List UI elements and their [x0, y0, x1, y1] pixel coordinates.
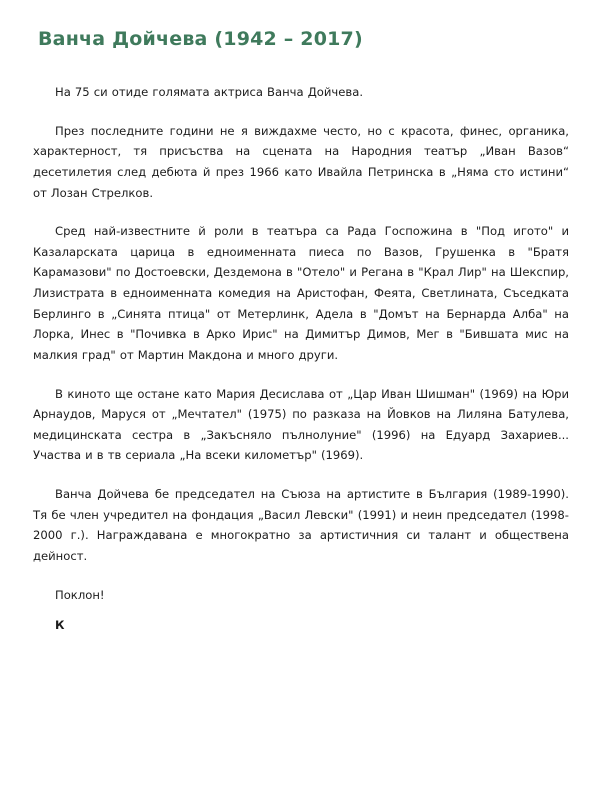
article-body — [33, 82, 569, 635]
closing-line: Поклон! — [55, 587, 105, 602]
paragraph: На 75 си отиде голямата актриса Ванча Дойчева. — [55, 85, 364, 99]
page-title: Ванча Дойчева (1942 – 2017) — [38, 27, 363, 50]
paragraph: През последните години не я виждахме често, но с красота, финес, органика, характерност, тя присъства на сцената на Народния театър „Иван Вазов“ десетилетия след дебюта й през 1966 като Ивайла Петринска в „Няма сто истини“ от Лозан Стрелков. — [33, 123, 569, 200]
paragraph: Ванча Дойчева бе председател на Съюза на артистите в България (1989-1990). Тя бе член учредител на фондация „Васил Левски" (1991) и неин председател (1998-2000 г.). Награждавана е многократно за артистичния си талант и обществена дейност. — [33, 487, 569, 563]
signature-initial: К — [55, 618, 65, 633]
paragraph: Сред най-известните й роли в театъра са Рада Госпожина в "Под игото" и Казаларската царица в едноименната пиеса по Вазов, Грушенка в "Братя Карамазови" по Достоевски, Дездемона в "Отело" и Регана в "Крал Лир" на Шекспир, Лизистрата в едноименната комедия на Аристофан, Феята, Светлината, Съседката Берлинго в „Синята птица" от Метерлинк, Адела в "Домът на Бернарда Алба" на Лорка, Инес в "Почивка в Арко Ирис" на Димитър Димов, Мег в "Бившата мис на малкия град" от Мартин Макдона и много други. — [33, 224, 569, 362]
paragraph: В киното ще остане като Мария Десислава от „Цар Иван Шишман" (1969) на Юри Арнаудов, Маруся от „Мечтател" (1975) по разказа на Йовков на Лиляна Батулева, медицинската сестра в „Закъсняло пълнолуние" (1996) на Едуард Захариев... Участва и в тв сериала „На всеки километър" (1969). — [33, 386, 569, 463]
